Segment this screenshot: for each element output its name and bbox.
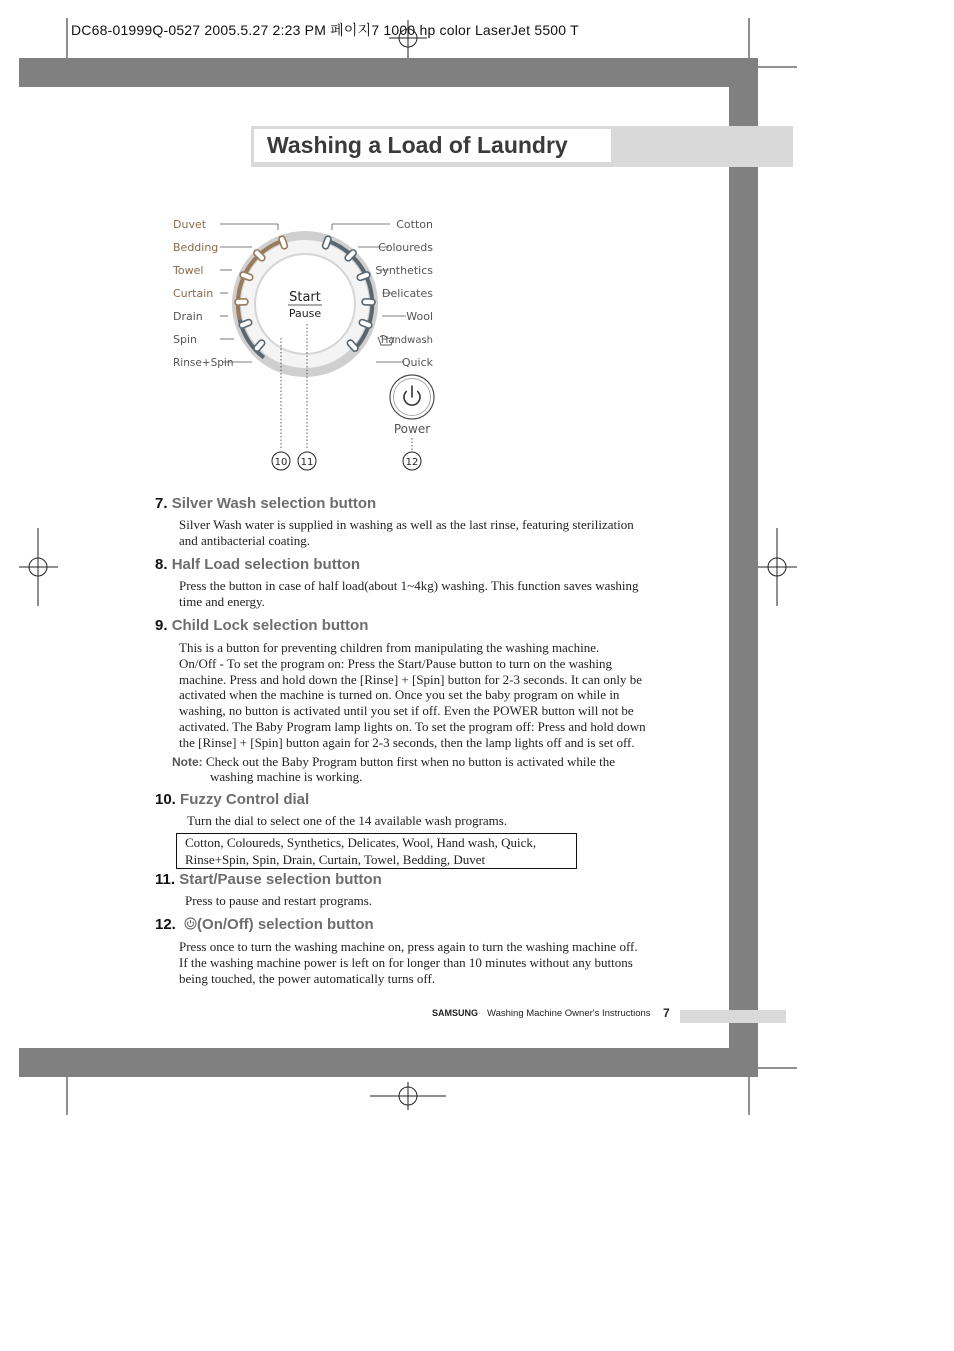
section-10-body: Turn the dial to select one of the 14 available wash programs. (187, 813, 508, 828)
callout-markers (272, 452, 421, 470)
footer-doc-title: Washing Machine Owner's Instructions (487, 1008, 651, 1019)
program-list-text: Cotton, Coloureds, Synthetics, Delicates, Wool, Hand wash, Quick, Rinse+Spin, Spin, Drain, Curtain, Towel, Bedding, Duvet (185, 835, 537, 867)
section-7-body: Silver Wash water is supplied in washing as well as the last rinse, featuring sterilization and antibacterial coating. (179, 517, 634, 548)
power-label: Power (393, 422, 431, 436)
footer-bar (680, 1010, 786, 1023)
dial-label-handwash: Handwash (380, 335, 433, 346)
dial-label-quick: Quick (401, 356, 433, 369)
start-label: Start (289, 290, 321, 305)
footer-brand-logo: SAMSUNG (432, 1008, 479, 1018)
section-9-heading: 9. Child Lock selection button (155, 617, 369, 634)
print-header: DC68-01999Q-0527 2005.5.27 2:23 PM 페이지7 1000 hp color LaserJet 5500 T (71, 22, 579, 38)
section-12-body: Press once to turn the washing machine on, press again to turn the washing machine off. If the washing machine power is left on for longer than 10 minutes without any buttons being touched, the power automatically turns off. (179, 939, 638, 986)
dial-label-synthetics: Synthetics (375, 264, 433, 277)
section-12-heading: 12. (On/Off) selection button (155, 916, 374, 933)
dial-label-towel: Towel (173, 264, 204, 277)
section-8-body: Press the button in case of half load(about 1~4kg) washing. This function saves washing time and energy. (179, 578, 639, 609)
section-9-body: This is a button for preventing children from manipulating the washing machine. On/Off - To set the program on: Press the Start/Pause button to turn on the washing machine. Press and hold down the [Rinse] + [Spin] button for 2-3 seconds. It can only be activated when the machine is turned on. Once you set the baby program on while in washing, no button is activated until you set if off. Even the POWER button will not be activated. The Baby Program lamp lights on. To set the program off: Press and hold down the [Rinse] + [Spin] button again for 2-3 seconds, then the lamp lights off and is set off. (179, 640, 646, 750)
dial-label-bedding: Bedding (173, 241, 219, 254)
right-program-labels (375, 218, 433, 369)
section-8-heading: 8. Half Load selection button (155, 556, 361, 573)
dial-label-rinse-spin: Rinse+Spin (173, 357, 234, 369)
callout-11: 11 (300, 457, 314, 468)
dial-label-coloureds: Coloureds (378, 241, 433, 254)
right-frame-bar (729, 58, 758, 1077)
section-9-note-cont: washing machine is working. (210, 769, 363, 784)
note-label: Note: (172, 755, 203, 769)
control-dial-diagram (150, 200, 470, 485)
callout-10: 10 (274, 457, 288, 468)
dial-label-cotton: Cotton (396, 218, 433, 231)
pause-label: Pause (288, 307, 322, 320)
dial-label-spin: Spin (173, 333, 197, 346)
left-program-labels (172, 218, 234, 369)
dial-label-wool: Wool (406, 310, 433, 323)
dial-label-delicates: Delicates (382, 287, 433, 300)
page-number: 7 (663, 1006, 670, 1020)
page-title: Washing a Load of Laundry (267, 132, 568, 158)
section-7-heading: 7. Silver Wash selection button (155, 495, 377, 512)
section-11-body: Press to pause and restart programs. (185, 893, 373, 908)
dial-label-drain: Drain (173, 310, 203, 323)
dial-label-duvet: Duvet (173, 218, 207, 231)
section-10-heading: 10. Fuzzy Control dial (155, 791, 310, 808)
dial-label-curtain: Curtain (173, 287, 214, 300)
power-icon-small (184, 917, 197, 930)
callout-12: 12 (405, 457, 419, 468)
top-frame-bar (19, 58, 758, 87)
section-11-heading: 11. Start/Pause selection button (155, 871, 382, 888)
bottom-frame-bar (19, 1048, 758, 1077)
section-9-note: Note: Check out the Baby Program button first when no button is activated while the (172, 754, 615, 769)
